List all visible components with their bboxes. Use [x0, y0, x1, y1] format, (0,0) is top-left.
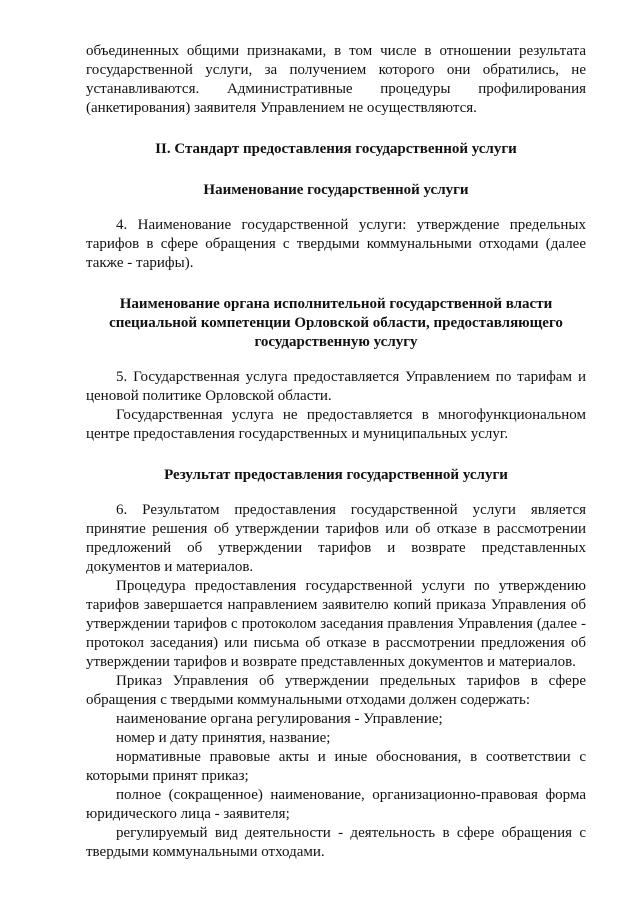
paragraph-5: 5. Государственная услуга предоставляется Управлением по тарифам и ценовой политике Орловской области.	[86, 369, 586, 404]
heading-organ: Наименование органа исполнительной государственной власти специальной компетенции Орловской области, предоставляющего государственную услугу	[109, 296, 563, 350]
list-item: регулируемый вид деятельности - деятельность в сфере обращения с твердыми коммунальными отходами.	[86, 825, 586, 860]
list-item: полное (сокращенное) наименование, организационно-правовая форма юридического лица - заявителя;	[86, 787, 586, 822]
paragraph-5b: Государственная услуга не предоставляется в многофункциональном центре предоставления государственных и муниципальных услуг.	[86, 407, 586, 442]
paragraph-6: 6. Результатом предоставления государственной услуги является принятие решения об утверждении тарифов или об отказе в рассмотрении предложений об утверждении тарифов и возврате представленных документов и материалов.	[86, 502, 586, 575]
paragraph-intro: объединенных общими признаками, в том числе в отношении результата государственной услуги, за получением которого они обратились, не устанавливаются. Административные процедуры профилирования (анкетирования) заявителя Управлением не осуществляются.	[86, 43, 586, 116]
list-item: наименование органа регулирования - Управление;	[116, 711, 443, 727]
section-title: II. Стандарт предоставления государственной услуги	[155, 141, 517, 157]
heading-result: Результат предоставления государственной услуги	[164, 467, 508, 483]
paragraph-order: Приказ Управления об утверждении предельных тарифов в сфере обращения с твердыми коммунальными отходами должен содержать:	[86, 673, 586, 708]
paragraph-procedure: Процедура предоставления государственной услуги по утверждению тарифов завершается направлением заявителю копий приказа Управления об утверждении тарифов с протоколом заседания правления Управления (далее - протокол заседания) или письма об отказе в рассмотрении предложения об утверждении тарифов и возврате представленных документов и материалов.	[86, 578, 586, 670]
paragraph-4: 4. Наименование государственной услуги: утверждение предельных тарифов в сфере обращения с твердыми коммунальными отходами (далее также - тарифы).	[86, 217, 586, 271]
heading-service-name: Наименование государственной услуги	[203, 182, 469, 198]
list-item: нормативные правовые акты и иные обоснования, в соответствии с которыми принят приказ;	[86, 749, 586, 784]
list-item: номер и дату принятия, название;	[116, 730, 331, 746]
